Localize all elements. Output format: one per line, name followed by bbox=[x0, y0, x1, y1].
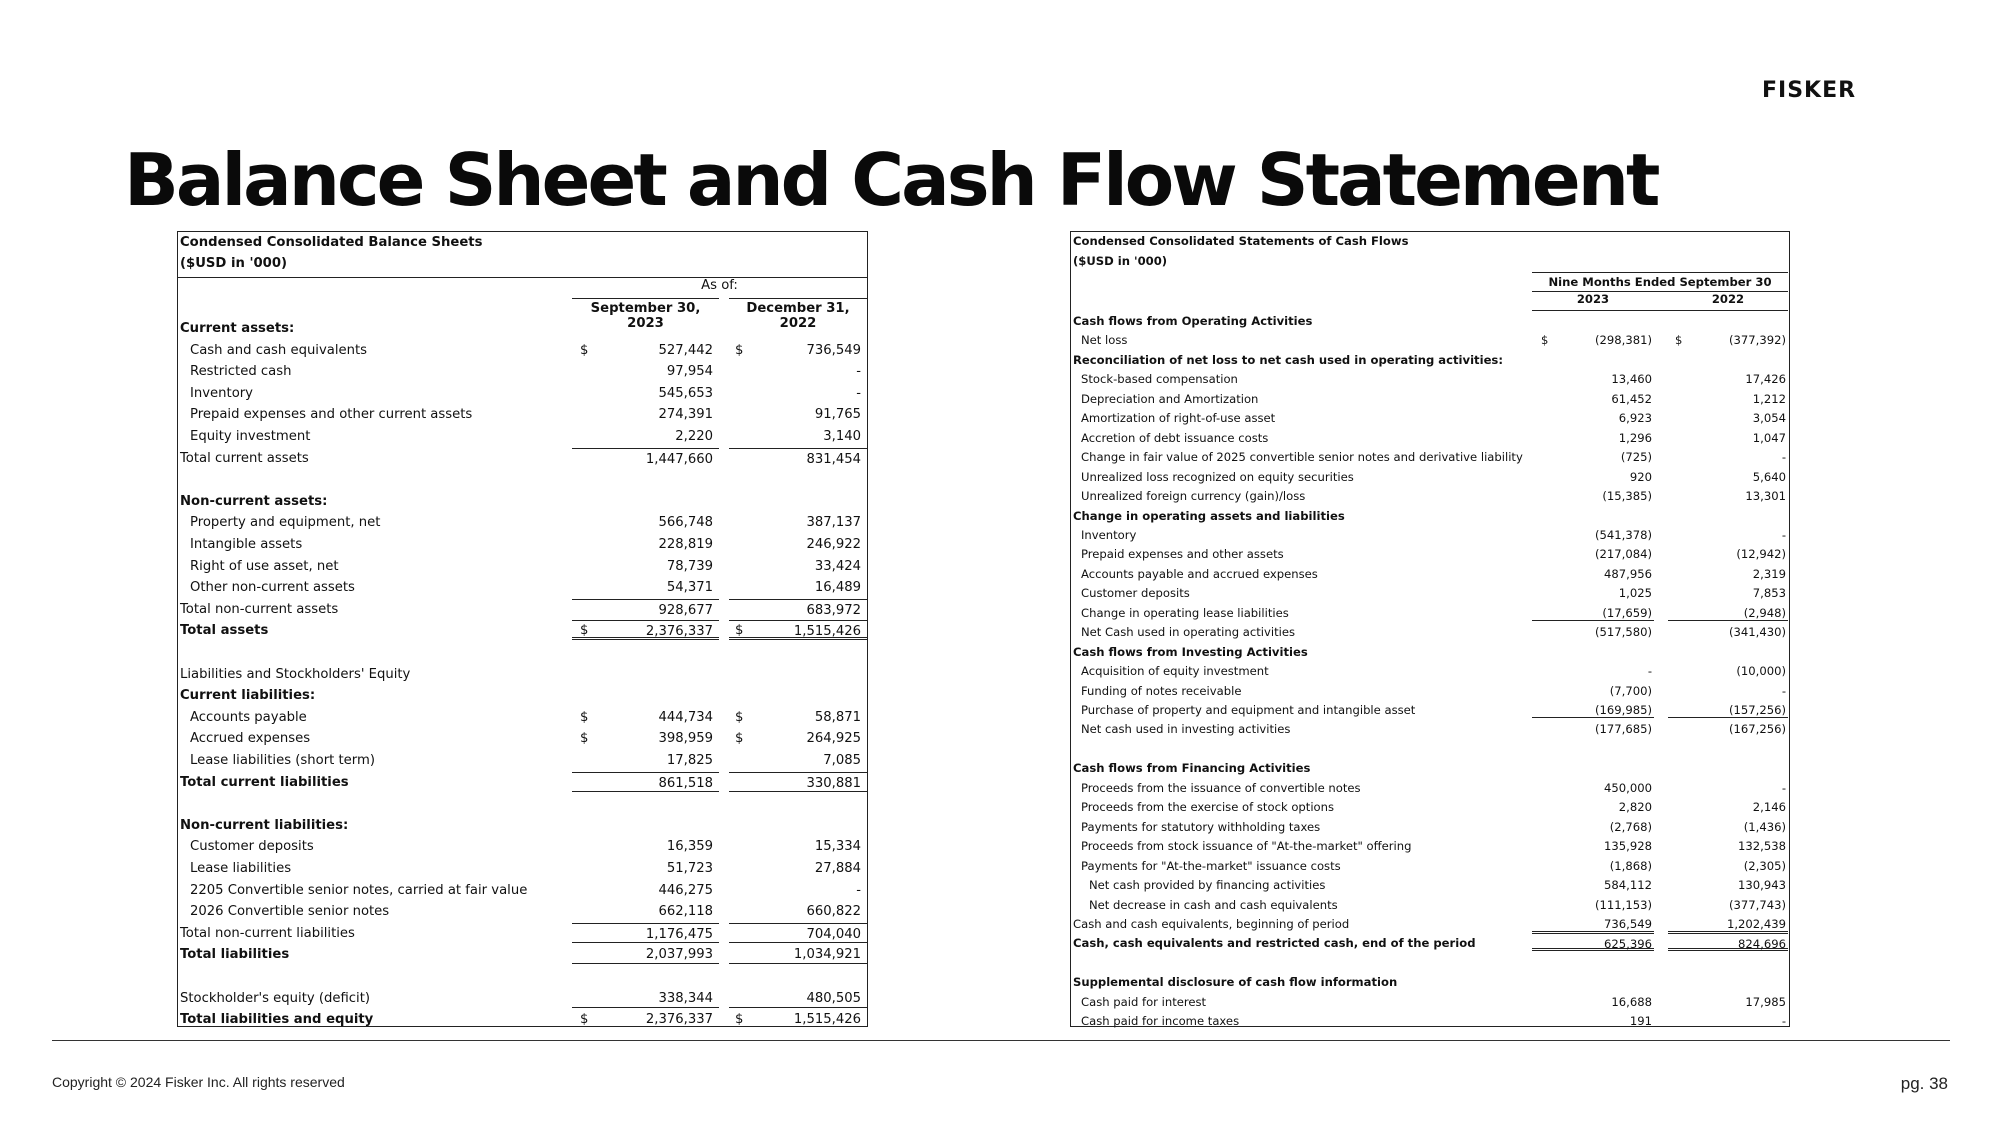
row-label: Purchase of property and equipment and intangible asset bbox=[1081, 703, 1416, 717]
row-value-col2: (157,256) bbox=[1668, 700, 1788, 718]
row-value-col1: 928,677 bbox=[572, 599, 719, 619]
balance-sheet-row bbox=[178, 426, 867, 448]
row-label: Prepaid expenses and other current assets bbox=[190, 407, 473, 423]
row-label: Payments for "At-the-market" issuance costs bbox=[1081, 858, 1341, 873]
row-value-col2: 17,426 bbox=[1745, 372, 1786, 387]
row-value-col1: 545,653 bbox=[658, 385, 713, 401]
row-label: Depreciation and Amortization bbox=[1081, 391, 1259, 406]
cash-flow-row bbox=[1071, 369, 1789, 388]
row-label: Other non-current assets bbox=[190, 580, 355, 596]
balance-sheet-row bbox=[178, 944, 867, 966]
row-value-col2: 15,334 bbox=[814, 839, 861, 855]
balance-sheet-row bbox=[178, 793, 867, 815]
row-label: Cash, cash equivalents and restricted cash, end of the period bbox=[1073, 936, 1476, 951]
row-value-col1: 2,820 bbox=[1618, 800, 1652, 815]
row-label: Cash paid for interest bbox=[1081, 994, 1207, 1009]
row-value-col1: 13,460 bbox=[1611, 372, 1652, 387]
balance-sheet-row bbox=[178, 772, 867, 794]
cash-flow-row bbox=[1071, 389, 1789, 408]
row-value-col1: 191 bbox=[1629, 1014, 1652, 1029]
row-label: Proceeds from the exercise of stock options bbox=[1081, 800, 1335, 815]
row-label: Current liabilities: bbox=[180, 688, 316, 704]
row-label: Accrued expenses bbox=[190, 731, 311, 747]
currency-symbol: $ bbox=[580, 709, 589, 725]
row-value-col1: 398,959 bbox=[658, 731, 713, 747]
cash-flow-row bbox=[1071, 972, 1789, 991]
row-label: Proceeds from the issuance of convertible notes bbox=[1081, 780, 1361, 795]
currency-symbol: $ bbox=[580, 623, 589, 639]
row-value-col1: 444,734 bbox=[658, 709, 713, 725]
row-value-col2: 27,884 bbox=[814, 861, 861, 876]
balance-sheet-row bbox=[178, 577, 867, 599]
cash-flow-row bbox=[1071, 544, 1789, 563]
cash-flow-row bbox=[1071, 603, 1789, 622]
row-value-col2: 824,696 bbox=[1668, 933, 1788, 951]
row-label: Property and equipment, net bbox=[190, 515, 381, 531]
row-label: Supplemental disclosure of cash flow information bbox=[1073, 975, 1398, 990]
row-value-col2: 7,853 bbox=[1752, 586, 1786, 601]
footer-divider bbox=[52, 1040, 1950, 1041]
column-header-sep-2023: September 30, 2023 bbox=[572, 298, 719, 331]
cash-flow-row bbox=[1071, 778, 1789, 797]
row-value-col2: 330,881 bbox=[729, 772, 867, 792]
row-value-col1: 1,447,660 bbox=[572, 448, 719, 468]
currency-symbol: $ bbox=[1675, 333, 1683, 348]
cash-flow-row bbox=[1071, 953, 1789, 972]
row-value-col1: 2,037,993 bbox=[572, 944, 719, 964]
cash-flow-row bbox=[1071, 758, 1789, 777]
cash-flow-row bbox=[1071, 856, 1789, 875]
row-value-col1: 17,825 bbox=[666, 753, 713, 768]
balance-sheet-table bbox=[177, 231, 868, 1027]
row-label: 2205 Convertible senior notes, carried at fair value bbox=[190, 882, 528, 898]
row-value-col1: 662,118 bbox=[658, 904, 713, 920]
row-value-col2: 246,922 bbox=[806, 537, 861, 552]
balance-sheet-row bbox=[178, 383, 867, 405]
row-label: Total assets bbox=[180, 623, 269, 639]
row-label: Net loss bbox=[1081, 333, 1128, 348]
balance-sheet-row bbox=[178, 1009, 867, 1031]
row-label: Total non-current assets bbox=[180, 601, 339, 617]
cash-flow-row bbox=[1071, 583, 1789, 602]
balance-sheet-row bbox=[178, 923, 867, 945]
currency-symbol: $ bbox=[1541, 333, 1549, 348]
balance-sheet-row bbox=[178, 836, 867, 858]
row-value-col1: (725) bbox=[1620, 450, 1652, 465]
row-label: Cash and cash equivalents bbox=[190, 342, 368, 358]
row-label: Intangible assets bbox=[190, 537, 303, 552]
row-value-col2: (377,392) bbox=[1729, 333, 1786, 348]
row-value-col2: 480,505 bbox=[729, 988, 867, 1008]
cash-flow-table bbox=[1070, 231, 1790, 1027]
balance-sheet-row bbox=[178, 448, 867, 470]
row-value-col1: 527,442 bbox=[658, 342, 713, 358]
row-label: Stock-based compensation bbox=[1081, 372, 1238, 387]
row-value-col2: (10,000) bbox=[1736, 664, 1786, 679]
row-label: Payments for statutory withholding taxes bbox=[1081, 819, 1321, 834]
column-header-2022: 2022 bbox=[1711, 292, 1745, 306]
row-value-col1: 135,928 bbox=[1604, 839, 1652, 854]
row-value-col2: 1,515,426 bbox=[729, 620, 867, 640]
row-label: Non-current assets: bbox=[180, 493, 328, 509]
balance-sheet-row bbox=[178, 599, 867, 621]
cash-flow-row bbox=[1071, 895, 1789, 914]
row-label: Net decrease in cash and cash equivalents bbox=[1089, 897, 1338, 912]
row-value-col1: 1,025 bbox=[1618, 586, 1652, 601]
row-value-col2: (2,305) bbox=[1743, 858, 1786, 873]
row-value-col1: - bbox=[1647, 664, 1652, 679]
row-value-col1: 446,275 bbox=[658, 882, 713, 898]
balance-sheet-row bbox=[178, 318, 867, 340]
balance-sheet-row bbox=[178, 404, 867, 426]
row-label: Cash and cash equivalents, beginning of period bbox=[1073, 916, 1350, 931]
currency-symbol: $ bbox=[735, 342, 744, 358]
cash-flow-row bbox=[1071, 836, 1789, 855]
cash-flow-row bbox=[1071, 1011, 1789, 1030]
cash-flow-row bbox=[1071, 467, 1789, 486]
row-value-col2: 660,822 bbox=[806, 904, 861, 920]
row-label: Equity investment bbox=[190, 429, 311, 444]
row-label: Cash paid for income taxes bbox=[1081, 1014, 1240, 1029]
row-value-col1: 54,371 bbox=[666, 580, 713, 596]
row-value-col1: 274,391 bbox=[658, 407, 713, 423]
cash-flow-row bbox=[1071, 700, 1789, 719]
row-value-col1: 625,396 bbox=[1532, 933, 1654, 951]
row-value-col1: (1,868) bbox=[1609, 858, 1652, 873]
row-value-col1: 487,956 bbox=[1604, 566, 1652, 581]
column-header-2023: 2023 bbox=[1576, 292, 1610, 306]
row-value-col2: (2,948) bbox=[1668, 603, 1788, 621]
row-value-col2: (1,436) bbox=[1743, 819, 1786, 834]
cash-flow-row bbox=[1071, 564, 1789, 583]
row-label: Right of use asset, net bbox=[190, 558, 339, 574]
row-label: Accretion of debt issuance costs bbox=[1081, 430, 1269, 445]
copyright-text: Copyright © 2024 Fisker Inc. All rights reserved bbox=[52, 1074, 345, 1090]
row-label: Total current assets bbox=[180, 450, 309, 466]
row-value-col1: 2,376,337 bbox=[572, 620, 719, 640]
cash-flow-row bbox=[1071, 661, 1789, 680]
row-label: Net Cash used in operating activities bbox=[1081, 625, 1296, 640]
cash-flow-row bbox=[1071, 817, 1789, 836]
balance-sheet-row bbox=[178, 728, 867, 750]
balance-sheet-row bbox=[178, 815, 867, 837]
row-label: Change in fair value of 2025 convertible senior notes and derivative liability bbox=[1081, 450, 1523, 465]
row-label: Prepaid expenses and other assets bbox=[1081, 547, 1284, 562]
cash-flow-row bbox=[1071, 992, 1789, 1011]
row-value-col2: 1,212 bbox=[1752, 391, 1786, 406]
balance-sheet-row bbox=[178, 620, 867, 642]
balance-sheet-row bbox=[178, 361, 867, 383]
balance-sheet-row bbox=[178, 469, 867, 491]
cash-flow-units: ($USD in '000) bbox=[1073, 254, 1168, 268]
row-value-col2: (341,430) bbox=[1729, 625, 1786, 640]
balance-sheet-row bbox=[178, 880, 867, 902]
row-value-col2: 3,140 bbox=[823, 429, 861, 444]
row-value-col1: 736,549 bbox=[1532, 914, 1654, 932]
row-value-col1: 450,000 bbox=[1604, 780, 1652, 795]
cash-flow-row bbox=[1071, 622, 1789, 641]
row-label: Net cash used in investing activities bbox=[1081, 722, 1291, 737]
page-number: pg. 38 bbox=[1900, 1074, 1948, 1093]
row-label: Stockholder's equity (deficit) bbox=[180, 990, 371, 1006]
row-label: Net cash provided by financing activities bbox=[1089, 878, 1326, 893]
row-value-col2: 1,047 bbox=[1752, 430, 1786, 445]
row-label: Funding of notes receivable bbox=[1081, 683, 1242, 698]
row-value-col2: 2,146 bbox=[1752, 800, 1786, 815]
balance-sheet-row bbox=[178, 707, 867, 729]
row-label: Total non-current liabilities bbox=[180, 925, 355, 941]
row-value-col2: 7,085 bbox=[823, 753, 861, 768]
cash-flow-row bbox=[1071, 506, 1789, 525]
row-label: Total liabilities bbox=[180, 947, 290, 963]
row-value-col2: - bbox=[1781, 450, 1786, 465]
row-label: Unrealized foreign currency (gain)/loss bbox=[1081, 489, 1306, 504]
cash-flow-row bbox=[1071, 428, 1789, 447]
cash-flow-row bbox=[1071, 914, 1789, 933]
row-value-col1: (111,153) bbox=[1595, 897, 1652, 912]
cash-flow-row bbox=[1071, 447, 1789, 466]
balance-sheet-row bbox=[178, 858, 867, 880]
row-label: Change in operating lease liabilities bbox=[1081, 605, 1289, 620]
row-label: Proceeds from stock issuance of "At-the-market" offering bbox=[1081, 839, 1412, 854]
row-label: Non-current liabilities: bbox=[180, 817, 349, 833]
row-value-col2: (167,256) bbox=[1729, 722, 1786, 737]
row-value-col2: 1,202,439 bbox=[1668, 914, 1788, 932]
row-value-col1: (177,685) bbox=[1595, 722, 1652, 737]
balance-sheet-row bbox=[178, 750, 867, 772]
row-value-col2: 736,549 bbox=[806, 342, 861, 358]
balance-sheet-row bbox=[178, 556, 867, 578]
cash-flow-row bbox=[1071, 681, 1789, 700]
row-value-col1: 861,518 bbox=[572, 772, 719, 792]
row-value-col2: 16,489 bbox=[814, 580, 861, 596]
balance-sheet-row bbox=[178, 512, 867, 534]
balance-sheet-row bbox=[178, 642, 867, 664]
cash-flow-row bbox=[1071, 739, 1789, 758]
row-value-col2: 387,137 bbox=[806, 515, 861, 531]
row-value-col1: 228,819 bbox=[658, 537, 713, 552]
row-label: Acquisition of equity investment bbox=[1081, 664, 1269, 679]
row-label: Reconciliation of net loss to net cash used in operating activities: bbox=[1073, 352, 1503, 367]
balance-sheet-units: ($USD in '000) bbox=[180, 256, 288, 271]
row-value-col2: 58,871 bbox=[814, 709, 861, 725]
cash-flow-row bbox=[1071, 486, 1789, 505]
row-value-col1: 61,452 bbox=[1611, 391, 1652, 406]
currency-symbol: $ bbox=[580, 342, 589, 358]
currency-symbol: $ bbox=[735, 709, 744, 725]
cash-flow-row bbox=[1071, 330, 1789, 349]
balance-sheet-heading: Condensed Consolidated Balance Sheets bbox=[180, 235, 483, 250]
row-value-col1: 584,112 bbox=[1604, 878, 1652, 893]
row-value-col1: 16,688 bbox=[1611, 994, 1652, 1009]
row-value-col1: 78,739 bbox=[666, 558, 713, 574]
row-value-col2: 2,319 bbox=[1752, 566, 1786, 581]
balance-sheet-row bbox=[178, 685, 867, 707]
row-label: Total liabilities and equity bbox=[180, 1012, 374, 1028]
row-value-col1: (7,700) bbox=[1609, 683, 1652, 698]
currency-symbol: $ bbox=[735, 731, 744, 747]
row-label: Liabilities and Stockholders' Equity bbox=[180, 666, 411, 682]
row-value-col2: 91,765 bbox=[814, 407, 861, 423]
row-value-col1: (298,381) bbox=[1595, 333, 1652, 348]
row-value-col2: 3,054 bbox=[1752, 411, 1786, 426]
row-value-col2: 33,424 bbox=[814, 558, 861, 574]
balance-sheet-row bbox=[178, 340, 867, 362]
row-label: Total current liabilities bbox=[180, 774, 349, 790]
row-value-col2: 5,640 bbox=[1752, 469, 1786, 484]
row-label: Accounts payable bbox=[190, 709, 307, 725]
row-value-col2: - bbox=[1781, 683, 1786, 698]
row-label: Restricted cash bbox=[190, 364, 292, 380]
page-title: Balance Sheet and Cash Flow Statement bbox=[124, 138, 1658, 222]
row-value-col1: 566,748 bbox=[658, 515, 713, 531]
row-label: Lease liabilities (short term) bbox=[190, 753, 375, 768]
row-value-col1: (517,580) bbox=[1595, 625, 1652, 640]
cash-flow-row bbox=[1071, 797, 1789, 816]
row-value-col1: 97,954 bbox=[666, 364, 713, 380]
cash-flow-row bbox=[1071, 525, 1789, 544]
row-value-col1: (15,385) bbox=[1602, 489, 1652, 504]
row-value-col1: 338,344 bbox=[572, 988, 719, 1008]
row-label: Current assets: bbox=[180, 321, 295, 336]
row-label: Customer deposits bbox=[1081, 586, 1190, 601]
row-value-col1: (169,985) bbox=[1532, 700, 1654, 718]
row-value-col2: 831,454 bbox=[729, 448, 867, 468]
row-value-col2: 13,301 bbox=[1745, 489, 1786, 504]
row-label: Cash flows from Operating Activities bbox=[1073, 314, 1313, 328]
row-value-col1: 6,923 bbox=[1618, 411, 1652, 426]
row-value-col2: - bbox=[856, 385, 861, 401]
row-value-col1: 1,176,475 bbox=[572, 923, 719, 943]
row-value-col2: 17,985 bbox=[1745, 994, 1786, 1009]
row-label: Inventory bbox=[1081, 527, 1137, 542]
cash-flow-row bbox=[1071, 350, 1789, 369]
row-value-col2: - bbox=[856, 364, 861, 380]
row-label: Amortization of right-of-use asset bbox=[1081, 411, 1276, 426]
currency-symbol: $ bbox=[735, 1012, 744, 1028]
row-value-col2: 264,925 bbox=[806, 731, 861, 747]
row-value-col2: - bbox=[856, 882, 861, 898]
cash-flow-row bbox=[1071, 875, 1789, 894]
currency-symbol: $ bbox=[580, 731, 589, 747]
row-value-col2: (377,743) bbox=[1729, 897, 1786, 912]
row-value-col1: (217,084) bbox=[1595, 547, 1652, 562]
row-value-col2: 130,943 bbox=[1738, 878, 1786, 893]
cash-flow-row bbox=[1071, 933, 1789, 952]
balance-sheet-row bbox=[178, 901, 867, 923]
cash-flow-row bbox=[1071, 408, 1789, 427]
row-value-col2: 704,040 bbox=[729, 923, 867, 943]
row-value-col1: 920 bbox=[1629, 469, 1652, 484]
row-label: Cash flows from Financing Activities bbox=[1073, 761, 1311, 776]
column-header-dec-2022: December 31, 2022 bbox=[729, 298, 867, 331]
balance-sheet-row bbox=[178, 534, 867, 556]
row-value-col2: 1,515,426 bbox=[793, 1012, 861, 1028]
row-label: Accounts payable and accrued expenses bbox=[1081, 566, 1318, 581]
row-label: Cash flows from Investing Activities bbox=[1073, 644, 1308, 659]
cash-flow-row bbox=[1071, 642, 1789, 661]
row-value-col2: - bbox=[1781, 1014, 1786, 1029]
row-value-col1: 2,376,337 bbox=[645, 1012, 713, 1028]
cash-flow-row bbox=[1071, 311, 1789, 330]
balance-sheet-row bbox=[178, 988, 867, 1010]
row-label: Inventory bbox=[190, 385, 253, 401]
row-value-col2: (12,942) bbox=[1736, 547, 1786, 562]
row-value-col1: 2,220 bbox=[675, 429, 713, 444]
row-value-col1: 16,359 bbox=[666, 839, 713, 855]
balance-sheet-row bbox=[178, 966, 867, 988]
as-of-label: As of: bbox=[701, 278, 738, 293]
row-label: Change in operating assets and liabilities bbox=[1073, 508, 1345, 523]
row-value-col2: 683,972 bbox=[729, 599, 867, 619]
row-value-col1: 1,296 bbox=[1618, 430, 1652, 445]
row-label: Customer deposits bbox=[190, 839, 314, 855]
row-value-col1: (541,378) bbox=[1595, 527, 1652, 542]
balance-sheet-row bbox=[178, 664, 867, 686]
balance-sheet-row bbox=[178, 491, 867, 513]
row-value-col1: (17,659) bbox=[1532, 603, 1654, 621]
row-label: 2026 Convertible senior notes bbox=[190, 904, 390, 920]
row-value-col1: 51,723 bbox=[666, 861, 713, 876]
row-value-col2: 1,034,921 bbox=[729, 944, 867, 964]
cash-flow-heading: Condensed Consolidated Statements of Cash Flows bbox=[1073, 234, 1409, 248]
row-label: Unrealized loss recognized on equity securities bbox=[1081, 469, 1354, 484]
row-label: Lease liabilities bbox=[190, 861, 292, 876]
row-value-col2: 132,538 bbox=[1738, 839, 1786, 854]
currency-symbol: $ bbox=[735, 623, 744, 639]
period-header: Nine Months Ended September 30 bbox=[1532, 272, 1788, 292]
cash-flow-row bbox=[1071, 719, 1789, 738]
row-value-col2: - bbox=[1781, 527, 1786, 542]
currency-symbol: $ bbox=[580, 1012, 589, 1028]
brand-logo: FISKER bbox=[1762, 78, 1857, 103]
row-value-col1: (2,768) bbox=[1609, 819, 1652, 834]
row-value-col2: - bbox=[1781, 780, 1786, 795]
